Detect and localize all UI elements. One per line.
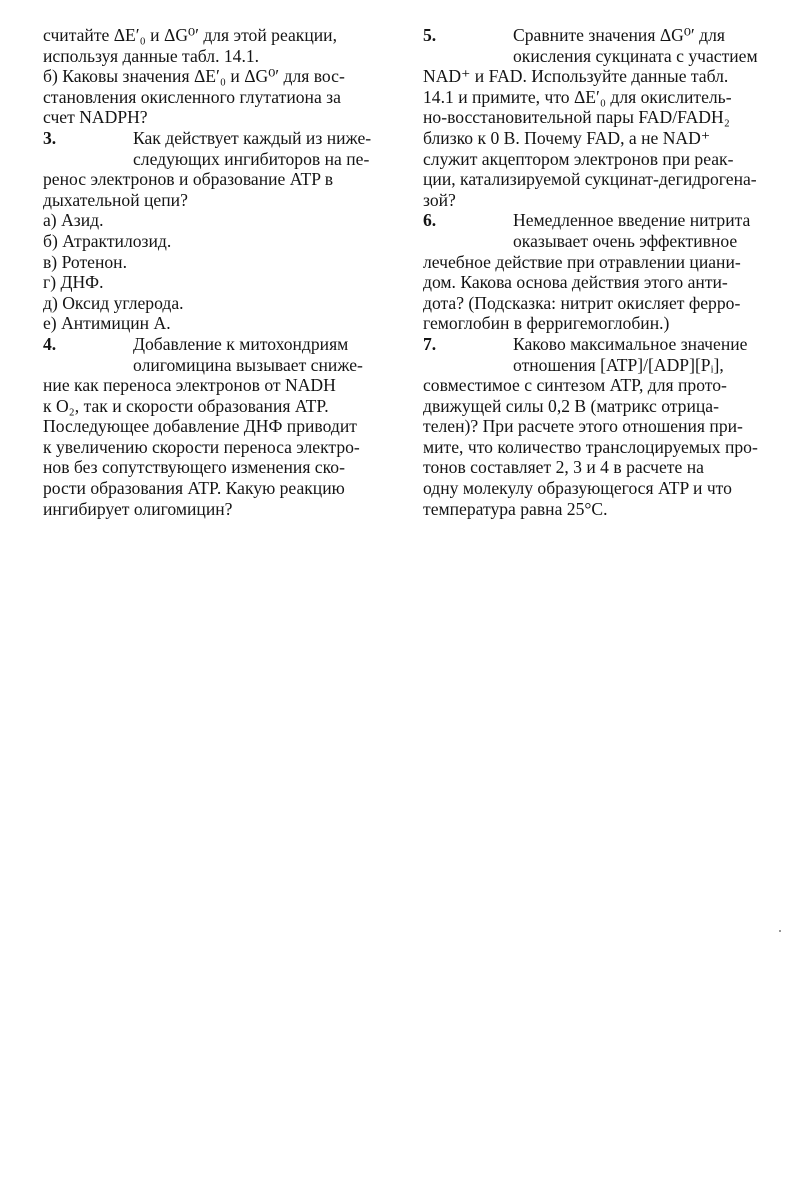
text-line: одну молекулу образующегося ATP и что [423,478,732,499]
text-line: считайте ΔE′₀ и ΔG⁰′ для этой реакции, [43,25,337,45]
text-line: Каково максимальное значение [513,333,748,354]
question-4 [43,334,391,519]
text-line: дота? (Подсказка: нитрит окисляет ферро- [423,292,741,313]
text-line: служит акцептором электронов при реак- [423,148,734,169]
text-line: гемоглобин в ферригемоглобин.) [423,313,670,334]
intro-text [43,25,391,66]
list-item: д) Оксид углерода. [43,292,184,313]
question-number: 4. [43,333,57,354]
question-7 [423,334,773,519]
text-line: движущей силы 0,2 В (матрикс отрица- [423,395,719,416]
text-line: телен)? При расчете этого отношения при- [423,416,743,437]
question-3 [43,128,391,334]
question-number: 5. [423,25,437,45]
text-line: ции, катализируемой сукцинат-дегидрогена- [423,169,757,190]
text-line: рости образования ATP. Какую реакцию [43,478,345,499]
text-line: дыхательной цепи? [43,189,188,210]
text-line: NAD⁺ и FAD. Используйте данные табл. [423,66,729,87]
text-line: отношения [ATP]/[ADP][Pᵢ], [513,354,724,375]
text-line: совместимое с синтезом ATP, для прото- [423,375,727,396]
text-line: к O₂, так и скорости образования ATP. [43,395,329,416]
list-item: б) Атрактилозид. [43,230,172,251]
text-line: тонов составляет 2, 3 и 4 в расчете на [423,457,704,478]
options-list [43,210,391,334]
scan-speck [779,930,781,932]
left-column [43,25,391,519]
right-column [423,25,773,519]
text-line: олигомицина вызывает сниже- [133,354,363,375]
text-line: но-восстановительной пары FAD/FADH₂ [423,107,730,128]
text-line: Последующее добавление ДНФ приводит [43,416,357,437]
text-line: ингибирует олигомицин? [43,498,233,519]
text-line: счет NADPH? [43,107,148,128]
list-item: е) Антимицин А. [43,313,171,334]
text-line: следующих ингибиторов на пе- [133,148,370,169]
question-number: 6. [423,210,437,231]
text-line: температура равна 25°С. [423,498,608,519]
text-line: дом. Какова основа действия этого анти- [423,272,728,293]
text-line: используя данные табл. 14.1. [43,45,260,66]
text-line: ренос электронов и образование ATP в [43,169,334,190]
text-line: близко к 0 В. Почему FAD, а не NAD⁺ [423,127,711,148]
text-line: Как действует каждый из ниже- [133,127,372,148]
text-line: оказывает очень эффективное [513,230,738,251]
text-line: Добавление к митохондриям [133,333,349,354]
list-item: в) Ротенон. [43,251,127,272]
subquestion-b [43,66,391,128]
list-item: г) ДНФ. [43,272,104,293]
question-6 [423,210,773,334]
text-line: окисления сукцината с участием [513,45,758,66]
text-line: Немедленное введение нитрита [513,210,751,231]
text-line: становления окисленного глутатиона за [43,86,341,107]
list-item: а) Азид. [43,210,104,231]
text-line: ние как переноса электронов от NADH [43,375,336,396]
text-line: мите, что количество транслоцируемых про- [423,436,758,457]
text-line: б) Каковы значения ΔE′₀ и ΔG⁰′ для вос- [43,66,345,87]
question-number: 7. [423,333,437,354]
question-5 [423,25,773,210]
text-line: лечебное действие при отравлении циани- [423,251,741,272]
text-line: 14.1 и примите, что ΔE′₀ для окислитель- [423,86,732,107]
question-number: 3. [43,127,57,148]
text-line: Сравните значения ΔG⁰′ для [513,25,725,45]
text-line: к увеличению скорости переноса электро- [43,436,360,457]
text-line: нов без сопутствующего изменения ско- [43,457,345,478]
text-line: зой? [423,189,456,210]
